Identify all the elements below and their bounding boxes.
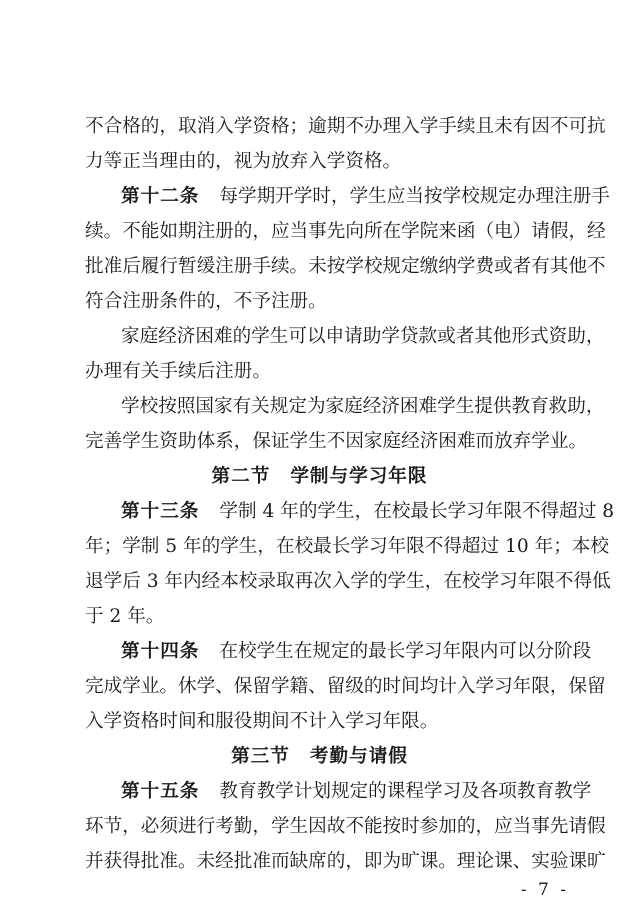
text-line: 办理有关手续后注册。: [85, 361, 271, 382]
article-13-line: [121, 497, 615, 527]
article-text: 每学期开学时，学生应当按学校规定办理注册手: [219, 186, 610, 207]
text-line: 符合注册条件的，不予注册。: [85, 291, 327, 312]
article-label: 第十三条: [121, 501, 200, 522]
article-text: 在校学生在规定的最长学习年限内可以分阶段: [219, 641, 592, 662]
article-12-line: [121, 182, 610, 212]
text-line: 学校按照国家有关规定为家庭经济困难学生提供教育救助，: [121, 396, 605, 417]
text-line: 家庭经济困难的学生可以申请助学贷款或者其他形式资助，: [121, 326, 605, 347]
text-line: 完善学生资助体系，保证学生不因家庭经济困难而放弃学业。: [85, 431, 588, 452]
page-number: - 7 -: [520, 880, 569, 900]
article-label: 第十二条: [121, 186, 200, 207]
section-title: 考勤与请假: [309, 746, 408, 767]
text-line: 完成学业。休学、保留学籍、留级的时间均计入学习年限，保留: [85, 676, 606, 697]
article-15-line: [121, 777, 592, 807]
section-title: 学制与学习年限: [290, 466, 428, 487]
text-line: 年；学制 5 年的学生，在校最长学习年限不得超过 10 年；本校: [85, 536, 609, 557]
section-heading-2: [0, 462, 639, 492]
section-heading-3: [0, 742, 639, 772]
text-line: 力等正当理由的，视为放弃入学资格。: [85, 151, 402, 172]
section-number: 第三节: [231, 746, 290, 767]
article-text: 教育教学计划规定的课程学习及各项教育教学: [219, 781, 592, 802]
text-line: 并获得批准。未经批准而缺席的，即为旷课。理论课、实验课旷: [85, 851, 606, 872]
text-line: 不合格的，取消入学资格；逾期不办理入学手续且未有因不可抗: [85, 116, 606, 137]
article-14-line: [121, 637, 592, 667]
text-line: 环节，必须进行考勤，学生因故不能按时参加的，应当事先请假: [85, 816, 606, 837]
text-line: 入学资格时间和服役期间不计入学习年限。: [85, 711, 439, 732]
article-label: 第十五条: [121, 781, 200, 802]
section-number: 第二节: [211, 466, 271, 487]
text-line: 续。不能如期注册的，应当事先向所在学院来函（电）请假，经: [85, 221, 606, 242]
text-line: 批准后履行暂缓注册手续。未按学校规定缴纳学费或者有其他不: [85, 256, 606, 277]
text-line: 退学后 3 年内经本校录取再次入学的学生，在校学习年限不得低: [85, 571, 611, 592]
article-text: 学制 4 年的学生，在校最长学习年限不得超过 8: [219, 501, 615, 522]
text-line: 于 2 年。: [85, 606, 165, 627]
article-label: 第十四条: [121, 641, 200, 662]
